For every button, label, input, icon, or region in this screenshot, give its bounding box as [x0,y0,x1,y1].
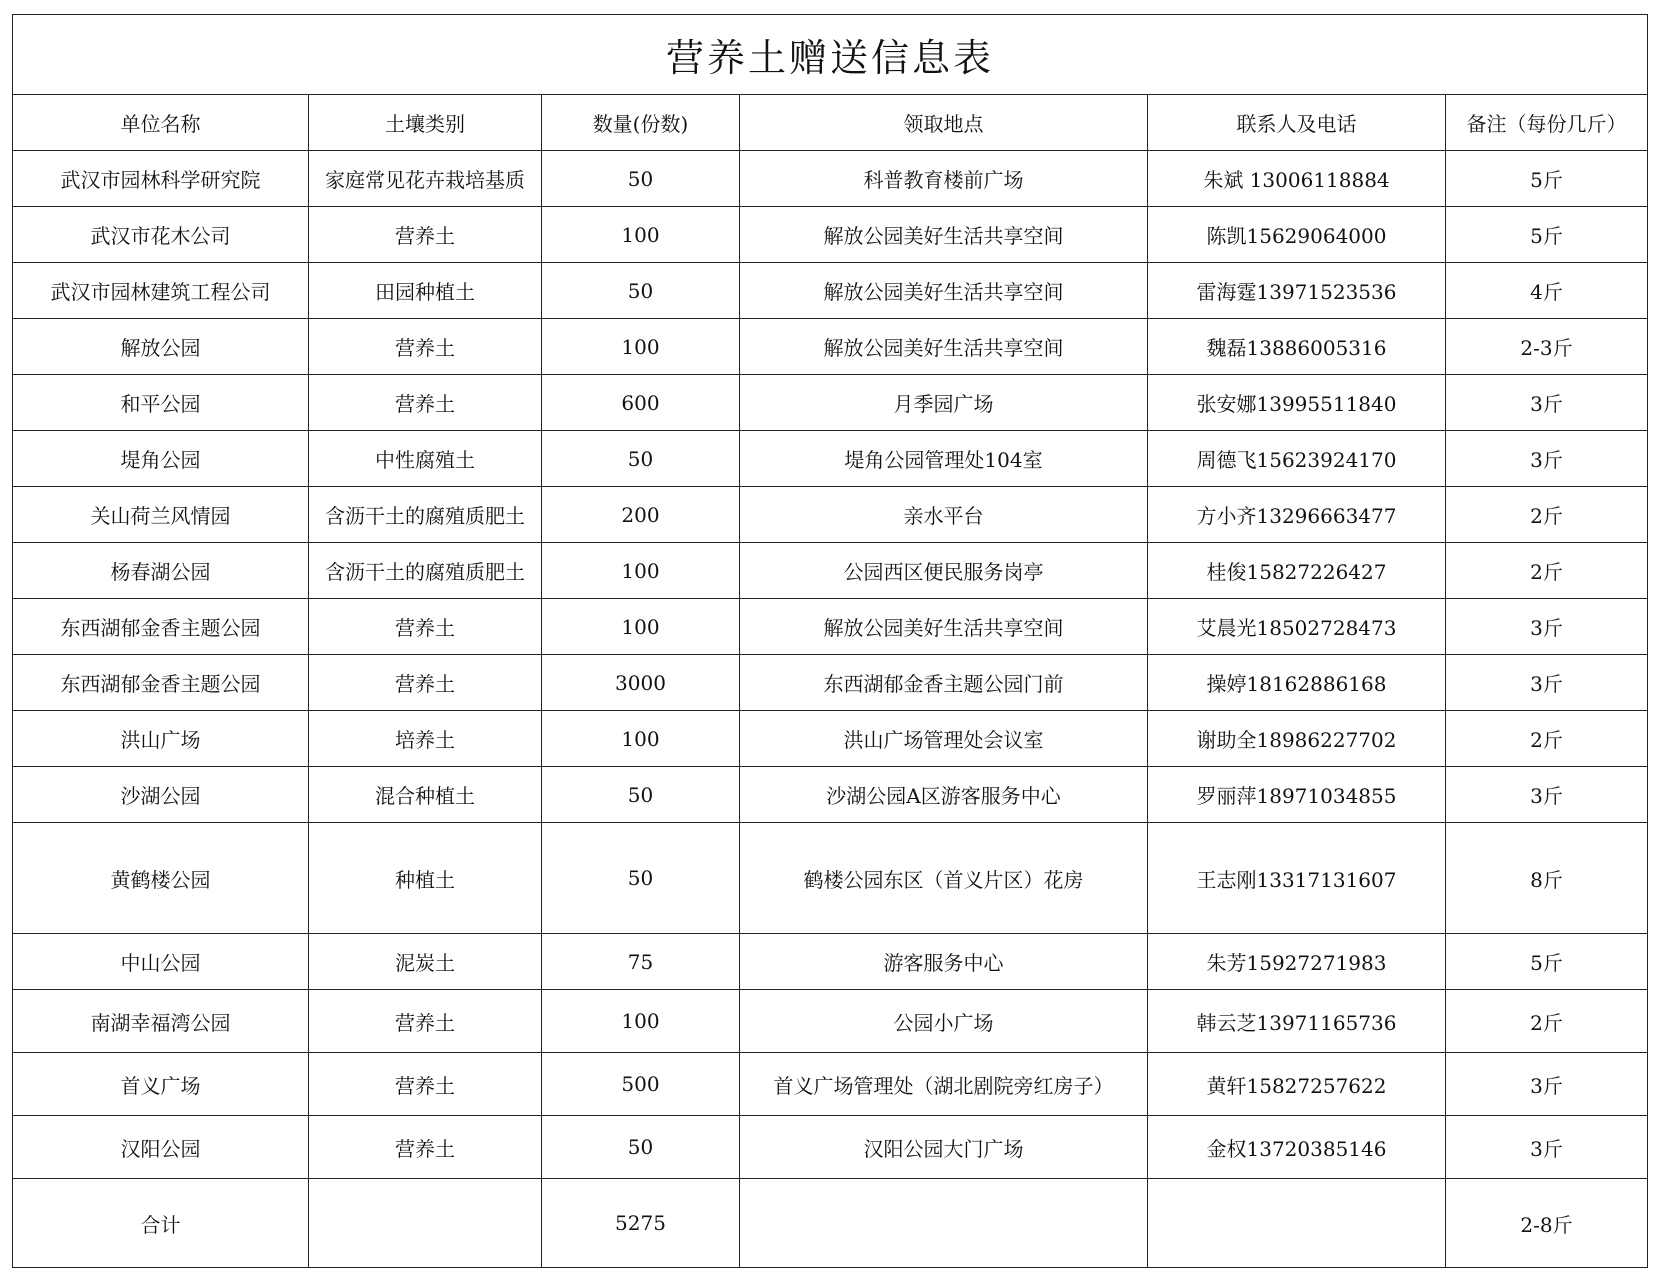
cell-note: 2斤 [1446,711,1648,767]
cell-place: 解放公园美好生活共享空间 [740,207,1148,263]
cell-qty: 200 [542,487,740,543]
cell-contact: 方小齐13296663477 [1148,487,1446,543]
cell-place: 公园小广场 [740,990,1148,1053]
header-unit: 单位名称 [13,95,309,151]
cell-qty: 50 [542,431,740,487]
cell-note: 3斤 [1446,599,1648,655]
cell-note: 3斤 [1446,431,1648,487]
cell-note: 3斤 [1446,1116,1648,1179]
cell-unit: 洪山广场 [13,711,309,767]
cell-qty: 100 [542,207,740,263]
cell-qty: 500 [542,1053,740,1116]
cell-unit: 武汉市花木公司 [13,207,309,263]
cell-unit: 沙湖公园 [13,767,309,823]
cell-soil: 营养土 [309,207,542,263]
table-row [13,823,1648,934]
cell-qty: 100 [542,543,740,599]
cell-unit: 汉阳公园 [13,1116,309,1179]
cell-note: 5斤 [1446,934,1648,990]
cell-contact: 雷海霆13971523536 [1148,263,1446,319]
cell-qty: 50 [542,263,740,319]
table-row [13,711,1648,767]
cell-contact: 韩云芝13971165736 [1148,990,1446,1053]
cell-note: 8斤 [1446,823,1648,934]
total-place [740,1179,1148,1268]
total-note: 2-8斤 [1446,1179,1648,1268]
soil-gift-table [12,14,1648,1268]
total-row [13,1179,1648,1268]
table-row [13,319,1648,375]
cell-unit: 关山荷兰风情园 [13,487,309,543]
cell-unit: 堤角公园 [13,431,309,487]
cell-soil: 种植土 [309,823,542,934]
header-row [13,95,1648,151]
cell-qty: 100 [542,599,740,655]
table-row [13,375,1648,431]
cell-qty: 600 [542,375,740,431]
cell-contact: 朱芳15927271983 [1148,934,1446,990]
cell-contact: 黄轩15827257622 [1148,1053,1446,1116]
cell-place: 解放公园美好生活共享空间 [740,263,1148,319]
total-qty: 5275 [542,1179,740,1268]
cell-qty: 50 [542,1116,740,1179]
cell-soil: 泥炭土 [309,934,542,990]
cell-contact: 周德飞15623924170 [1148,431,1446,487]
cell-place: 首义广场管理处（湖北剧院旁红房子） [740,1053,1148,1116]
cell-place: 月季园广场 [740,375,1148,431]
cell-unit: 武汉市园林建筑工程公司 [13,263,309,319]
cell-place: 解放公园美好生活共享空间 [740,319,1148,375]
table-body [13,151,1648,1179]
table-row [13,1053,1648,1116]
cell-place: 东西湖郁金香主题公园门前 [740,655,1148,711]
total-contact [1148,1179,1446,1268]
cell-soil: 营养土 [309,319,542,375]
cell-unit: 东西湖郁金香主题公园 [13,599,309,655]
cell-contact: 艾晨光18502728473 [1148,599,1446,655]
cell-place: 科普教育楼前广场 [740,151,1148,207]
header-qty: 数量(份数) [542,95,740,151]
table-row [13,263,1648,319]
cell-unit: 黄鹤楼公园 [13,823,309,934]
cell-note: 4斤 [1446,263,1648,319]
cell-soil: 营养土 [309,1053,542,1116]
cell-place: 鹤楼公园东区（首义片区）花房 [740,823,1148,934]
cell-contact: 桂俊15827226427 [1148,543,1446,599]
cell-unit: 中山公园 [13,934,309,990]
cell-place: 汉阳公园大门广场 [740,1116,1148,1179]
total-soil [309,1179,542,1268]
table-row [13,767,1648,823]
cell-soil: 中性腐殖土 [309,431,542,487]
table-row [13,990,1648,1053]
cell-place: 亲水平台 [740,487,1148,543]
total-label: 合计 [13,1179,309,1268]
cell-unit: 解放公园 [13,319,309,375]
cell-note: 3斤 [1446,655,1648,711]
cell-soil: 营养土 [309,599,542,655]
cell-unit: 杨春湖公园 [13,543,309,599]
cell-contact: 陈凯15629064000 [1148,207,1446,263]
cell-soil: 营养土 [309,375,542,431]
cell-soil: 营养土 [309,655,542,711]
cell-qty: 3000 [542,655,740,711]
cell-soil: 营养土 [309,990,542,1053]
table-row [13,487,1648,543]
cell-unit: 南湖幸福湾公园 [13,990,309,1053]
cell-note: 3斤 [1446,1053,1648,1116]
table-row [13,655,1648,711]
cell-contact: 罗丽萍18971034855 [1148,767,1446,823]
cell-contact: 金权13720385146 [1148,1116,1446,1179]
cell-soil: 含沥干土的腐殖质肥土 [309,487,542,543]
cell-qty: 50 [542,823,740,934]
cell-unit: 东西湖郁金香主题公园 [13,655,309,711]
cell-place: 解放公园美好生活共享空间 [740,599,1148,655]
cell-unit: 和平公园 [13,375,309,431]
cell-place: 沙湖公园A区游客服务中心 [740,767,1148,823]
table-row [13,207,1648,263]
cell-place: 公园西区便民服务岗亭 [740,543,1148,599]
header-place: 领取地点 [740,95,1148,151]
table-row [13,431,1648,487]
cell-soil: 混合种植土 [309,767,542,823]
cell-soil: 培养土 [309,711,542,767]
cell-contact: 谢助全18986227702 [1148,711,1446,767]
cell-qty: 50 [542,151,740,207]
cell-note: 5斤 [1446,151,1648,207]
cell-place: 洪山广场管理处会议室 [740,711,1148,767]
cell-qty: 50 [542,767,740,823]
table-row [13,1116,1648,1179]
cell-note: 3斤 [1446,767,1648,823]
cell-note: 2-3斤 [1446,319,1648,375]
cell-soil: 含沥干土的腐殖质肥土 [309,543,542,599]
cell-contact: 魏磊13886005316 [1148,319,1446,375]
header-note: 备注（每份几斤） [1446,95,1648,151]
cell-qty: 100 [542,319,740,375]
cell-contact: 操婷18162886168 [1148,655,1446,711]
cell-soil: 营养土 [309,1116,542,1179]
header-soil: 土壤类别 [309,95,542,151]
table-row [13,543,1648,599]
cell-qty: 100 [542,990,740,1053]
header-contact: 联系人及电话 [1148,95,1446,151]
cell-unit: 首义广场 [13,1053,309,1116]
cell-note: 5斤 [1446,207,1648,263]
cell-soil: 家庭常见花卉栽培基质 [309,151,542,207]
table-row [13,599,1648,655]
cell-unit: 武汉市园林科学研究院 [13,151,309,207]
cell-note: 3斤 [1446,375,1648,431]
cell-qty: 100 [542,711,740,767]
cell-contact: 张安娜13995511840 [1148,375,1446,431]
table-row [13,151,1648,207]
cell-qty: 75 [542,934,740,990]
cell-note: 2斤 [1446,543,1648,599]
cell-place: 游客服务中心 [740,934,1148,990]
cell-soil: 田园种植土 [309,263,542,319]
cell-contact: 朱斌 13006118884 [1148,151,1446,207]
table-title: 营养土赠送信息表 [13,15,1648,95]
cell-contact: 王志刚13317131607 [1148,823,1446,934]
table-row [13,934,1648,990]
cell-note: 2斤 [1446,487,1648,543]
cell-place: 堤角公园管理处104室 [740,431,1148,487]
cell-note: 2斤 [1446,990,1648,1053]
